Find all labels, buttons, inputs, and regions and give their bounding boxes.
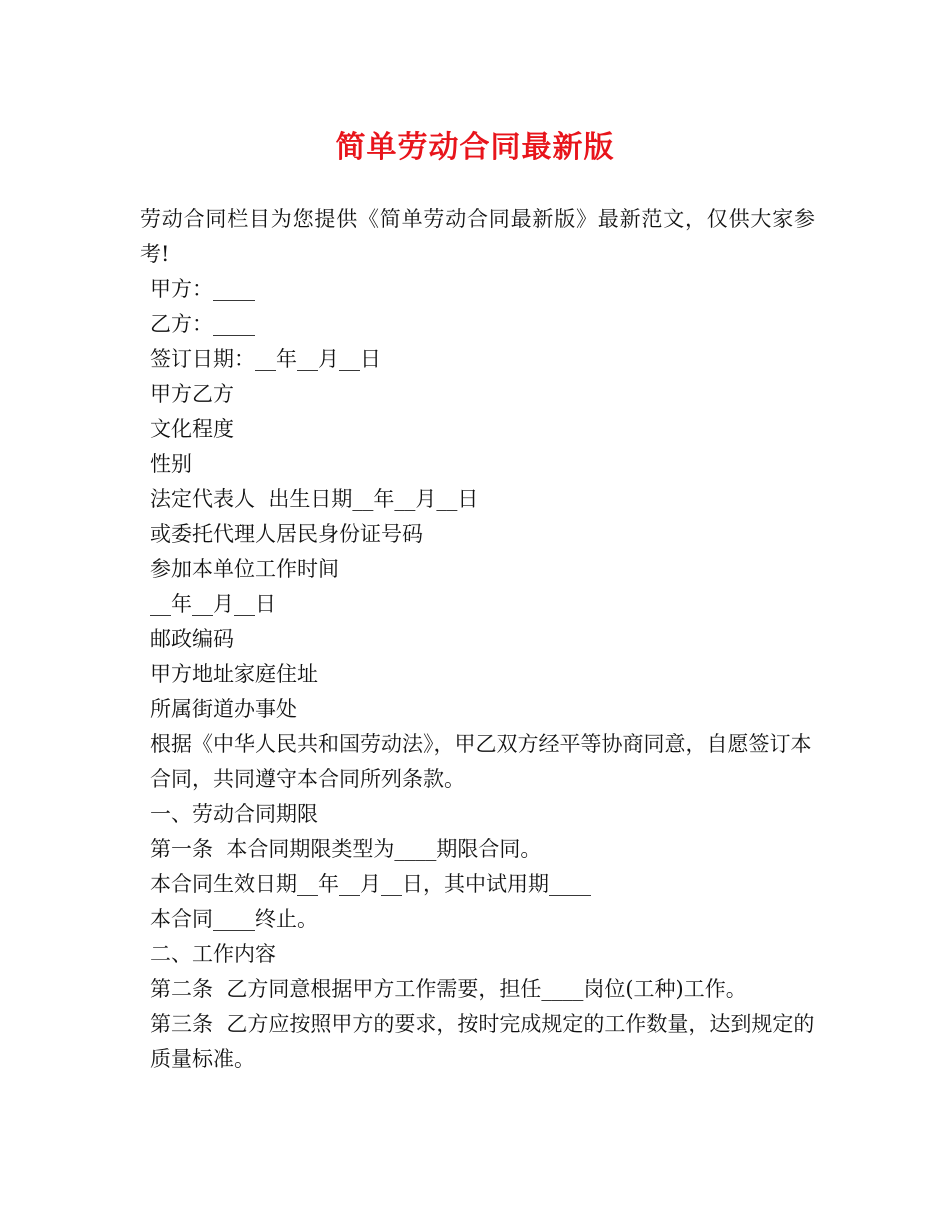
document-body bbox=[140, 202, 815, 1077]
section-heading-work: 二、工作内容 bbox=[150, 942, 276, 966]
party-a-line: 甲方：____ bbox=[150, 277, 255, 301]
article-3-paragraph: 第三条 乙方应按照甲方的要求，按时完成规定的工作数量，达到规定的质量标准。 bbox=[150, 1012, 815, 1071]
legal-rep-line: 法定代表人 出生日期__年__月__日 bbox=[150, 487, 479, 511]
address-line: 甲方地址家庭住址 bbox=[150, 662, 318, 686]
signing-date-line: 签订日期：__年__月__日 bbox=[150, 347, 381, 371]
section-heading-term: 一、劳动合同期限 bbox=[150, 802, 318, 826]
gender-line: 性别 bbox=[150, 452, 192, 476]
intro-paragraph: 劳动合同栏目为您提供《简单劳动合同最新版》最新范文，仅供大家参考! bbox=[140, 207, 815, 266]
party-b-line: 乙方：____ bbox=[150, 312, 255, 336]
subdistrict-office-line: 所属街道办事处 bbox=[150, 697, 297, 721]
work-start-line: 参加本单位工作时间 bbox=[150, 557, 339, 581]
effective-date-line: 本合同生效日期__年__月__日，其中试用期____ bbox=[150, 872, 591, 896]
article-1-line: 第一条 本合同期限类型为____期限合同。 bbox=[150, 837, 542, 861]
education-line: 文化程度 bbox=[150, 417, 234, 441]
postal-code-line: 邮政编码 bbox=[150, 627, 234, 651]
parties-header-line: 甲方乙方 bbox=[150, 382, 234, 406]
document-title: 简单劳动合同最新版 bbox=[335, 130, 615, 165]
preamble-paragraph: 根据《中华人民共和国劳动法》，甲乙双方经平等协商同意，自愿签订本合同，共同遵守本合同所列条款。 bbox=[150, 732, 812, 791]
article-2-line: 第二条 乙方同意根据甲方工作需要，担任____岗位(工种)工作。 bbox=[150, 977, 747, 1001]
work-start-date-line: __年__月__日 bbox=[150, 592, 276, 616]
agent-id-line: 或委托代理人居民身份证号码 bbox=[150, 522, 423, 546]
termination-line: 本合同____终止。 bbox=[150, 907, 318, 931]
